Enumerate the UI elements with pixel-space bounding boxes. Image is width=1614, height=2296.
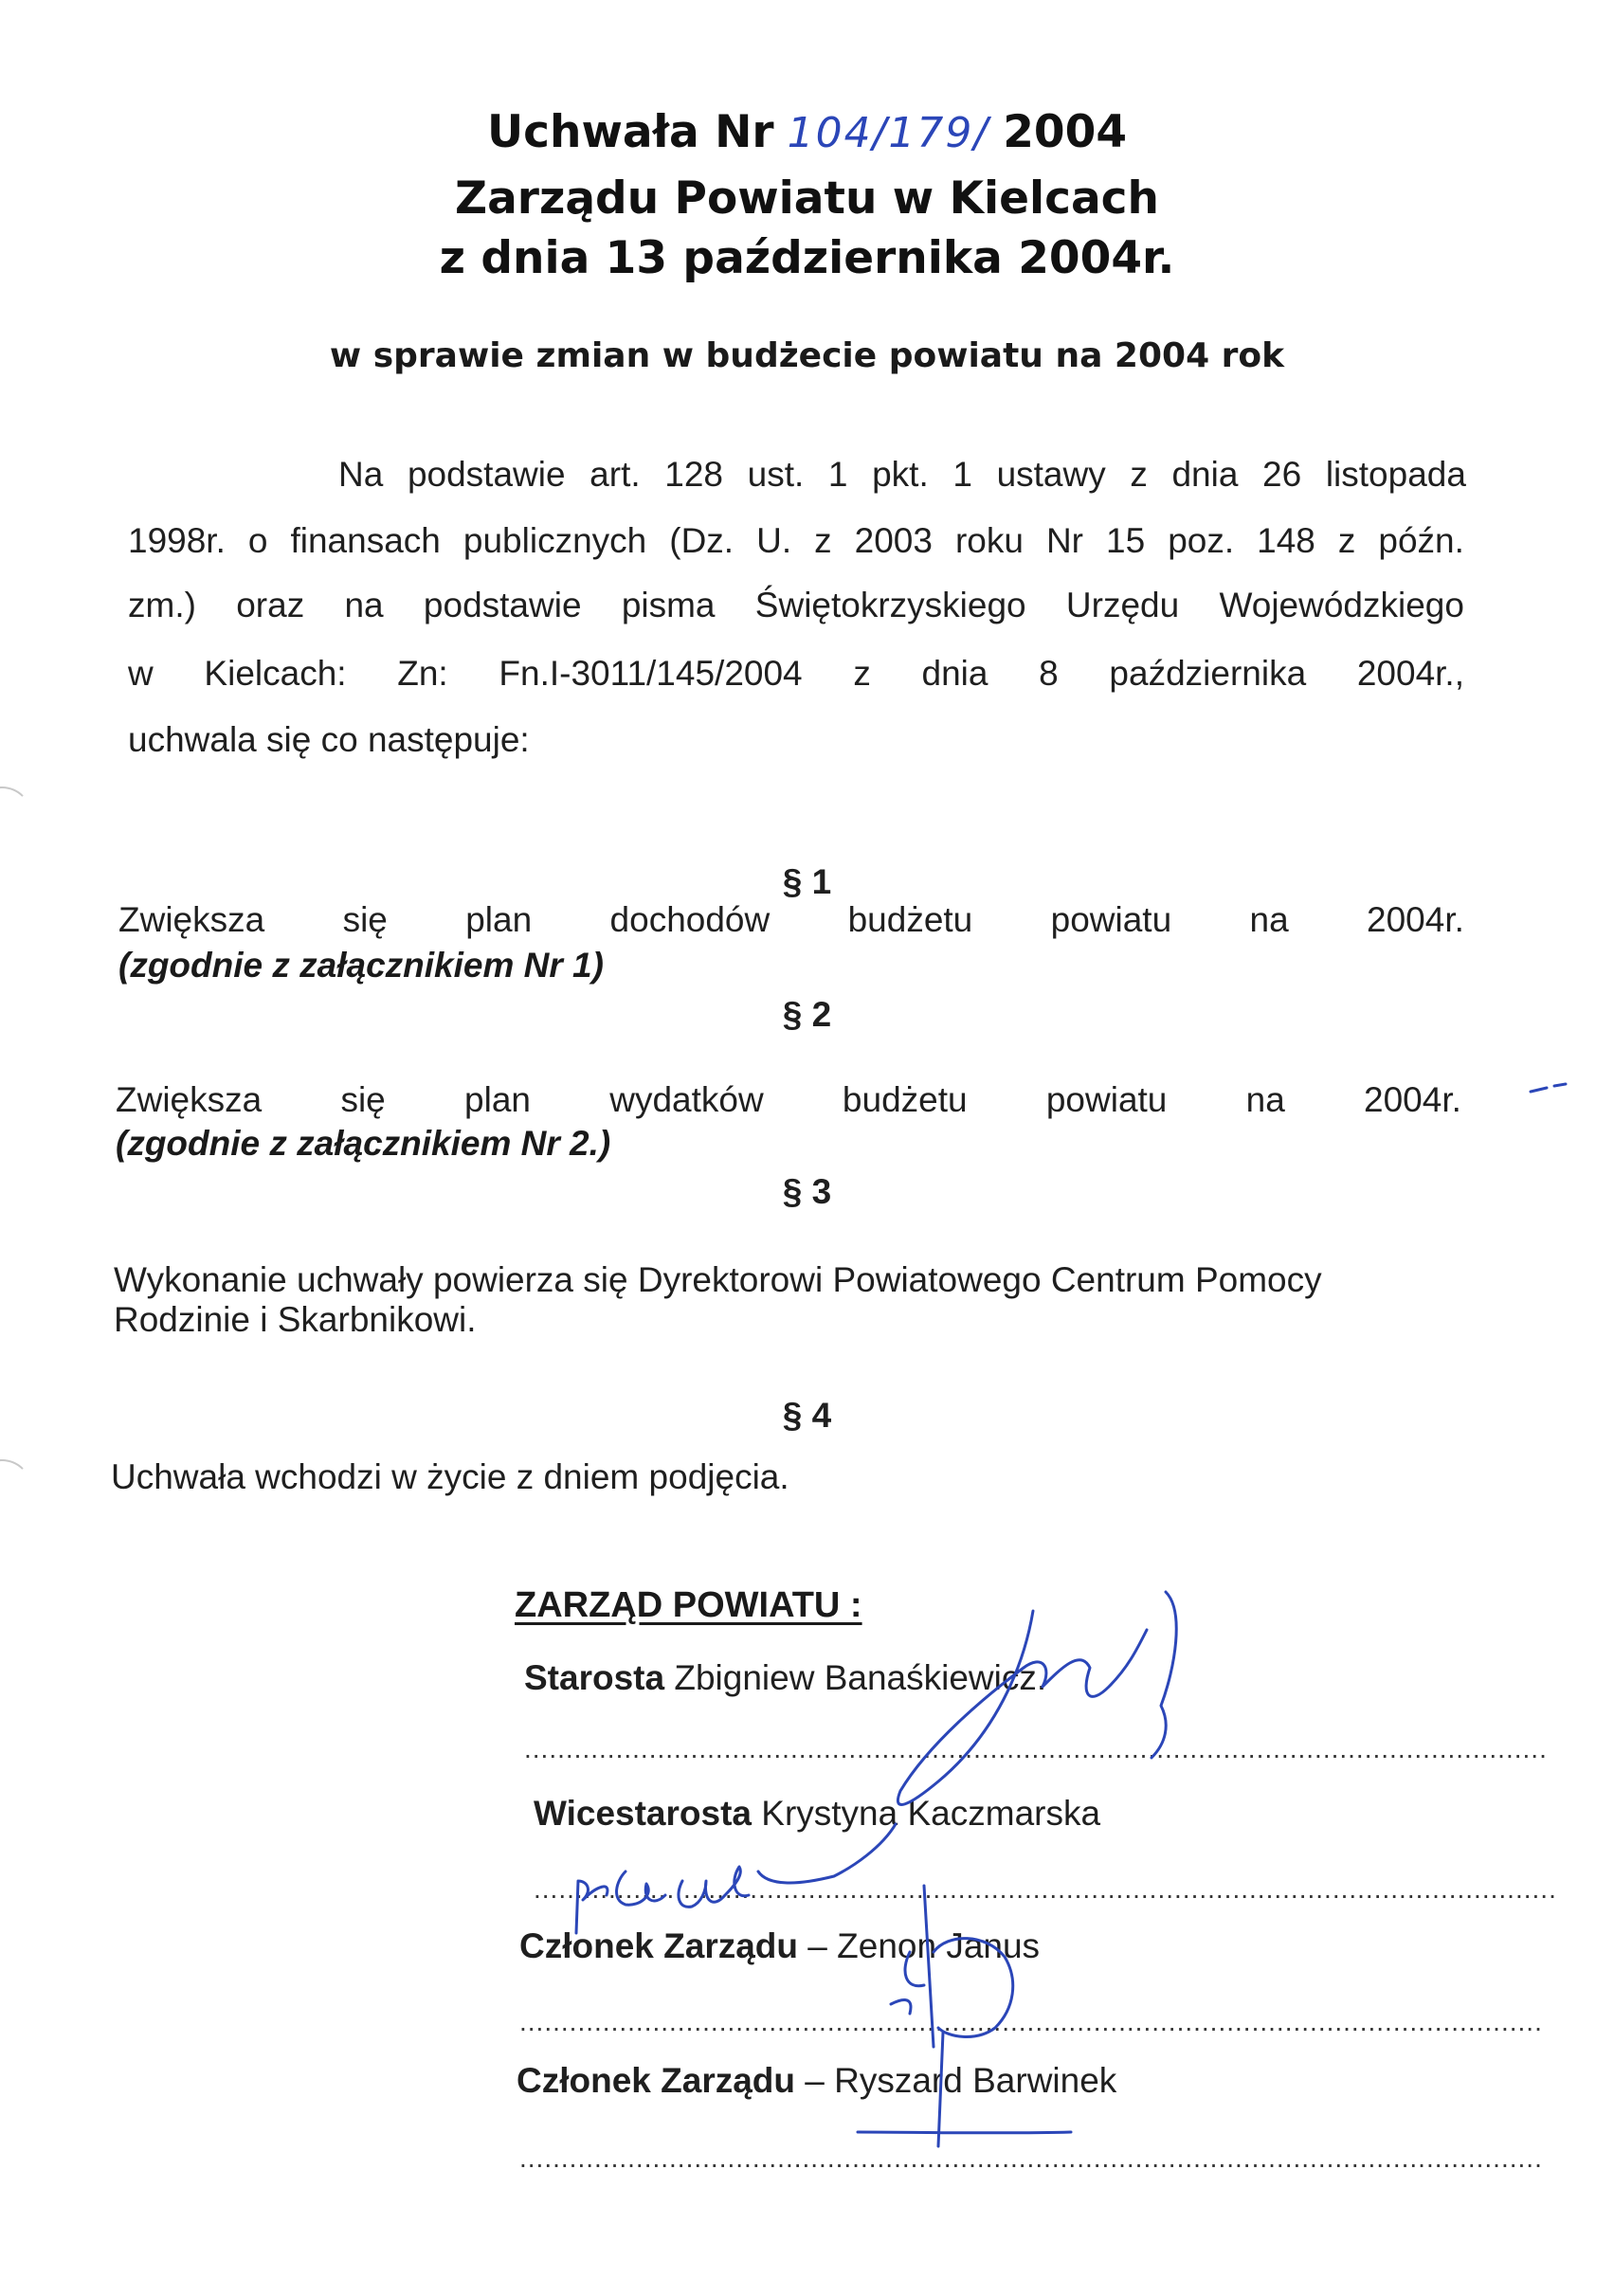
- resolution-date: z dnia 13 października 2004r.: [439, 232, 1175, 284]
- preamble-word: pkt.: [872, 455, 929, 494]
- justified-word: 8: [1039, 654, 1059, 693]
- signature-line-starosta: ...........................................................................................................................: [524, 1734, 1548, 1763]
- preamble-line-2: [128, 521, 1464, 561]
- member-czlonek-barwinek: [517, 2061, 1116, 2101]
- justified-word: o: [247, 521, 268, 560]
- board-title: ZARZĄD POWIATU :: [515, 1585, 862, 1625]
- member-czlonek-janus: [519, 1926, 1040, 1966]
- resolution-subject: w sprawie zmian w budżecie powiatu na 2004 rok: [329, 336, 1285, 375]
- justified-word: U.: [756, 521, 792, 560]
- justified-word: Fn.I-3011/145/2004: [499, 654, 803, 693]
- preamble-line-4: [128, 654, 1464, 694]
- justified-word: Nr: [1045, 521, 1083, 560]
- justified-word: plan: [464, 1080, 531, 1119]
- justified-word: 15: [1106, 521, 1146, 560]
- preamble-word: 26: [1262, 455, 1302, 494]
- signature-line-wicestarosta: ...........................................................................................................................: [534, 1874, 1557, 1904]
- member-name: – Zenon Janus: [798, 1926, 1041, 1965]
- justified-word: na: [1245, 1080, 1285, 1119]
- justified-word: na: [344, 586, 384, 624]
- resolution-title: [0, 106, 1614, 158]
- justified-word: 1998r.: [128, 521, 226, 560]
- preamble-word: art.: [589, 455, 641, 494]
- preamble-word: ust.: [747, 455, 805, 494]
- justified-word: 148: [1257, 521, 1315, 560]
- justified-word: powiatu: [1045, 1080, 1168, 1119]
- justified-word: w: [128, 654, 154, 693]
- member-name: – Ryszard Barwinek: [795, 2061, 1117, 2100]
- justified-word: podstawie: [423, 586, 582, 624]
- justified-word: Zn:: [397, 654, 448, 693]
- justified-word: publicznych: [462, 521, 647, 560]
- justified-word: Świętokrzyskiego: [754, 586, 1026, 624]
- justified-word: 2004r.: [1367, 900, 1464, 939]
- member-role: Wicestarosta: [534, 1794, 752, 1833]
- justified-word: (Dz.: [669, 521, 734, 560]
- title-year: 2004: [1003, 106, 1128, 158]
- justified-word: późn.: [1378, 521, 1464, 560]
- justified-word: Zwiększa: [118, 900, 265, 939]
- punch-hole-upper: [0, 786, 32, 847]
- member-role: Członek Zarządu: [519, 1926, 798, 1965]
- member-role: Starosta: [524, 1658, 665, 1697]
- section-2-attachment-note: (zgodnie z załącznikiem Nr 2.): [116, 1124, 611, 1163]
- member-role: Członek Zarządu: [517, 2061, 795, 2100]
- preamble-word: 1: [827, 455, 848, 494]
- justified-word: się: [342, 900, 388, 939]
- justified-word: roku: [954, 521, 1024, 560]
- preamble-word: Na: [338, 455, 384, 494]
- preamble-word: 128: [664, 455, 723, 494]
- margin-mark-icon: [1531, 1084, 1566, 1092]
- justified-word: zm.): [128, 586, 196, 624]
- justified-word: 2003: [854, 521, 933, 560]
- title-prefix: Uchwała Nr: [486, 106, 774, 158]
- signature-line-janus: ...........................................................................................................................: [519, 2007, 1543, 2036]
- justified-word: dnia: [921, 654, 988, 693]
- member-name: Krystyna Kaczmarska: [752, 1794, 1101, 1833]
- justified-word: wydatków: [609, 1080, 764, 1119]
- justified-word: z: [814, 521, 832, 560]
- preamble-word: listopada: [1325, 455, 1466, 494]
- justified-word: 2004r.: [1364, 1080, 1461, 1119]
- justified-word: dochodów: [609, 900, 771, 939]
- signature-starosta-icon: [898, 1592, 1176, 1804]
- section-1-text: [118, 900, 1464, 940]
- member-wicestarosta: [534, 1794, 1100, 1834]
- justified-word: Urzędu: [1065, 586, 1180, 624]
- justified-word: Wojewódzkiego: [1219, 586, 1464, 624]
- preamble-word: 1: [952, 455, 972, 494]
- preamble-line-5: uchwala się co następuje:: [128, 720, 530, 759]
- justified-word: 2004r.,: [1356, 654, 1464, 693]
- preamble-line-3: [128, 586, 1464, 625]
- justified-word: Kielcach:: [204, 654, 347, 693]
- justified-word: się: [340, 1080, 386, 1119]
- justified-word: budżetu: [842, 1080, 968, 1119]
- justified-word: z: [1337, 521, 1356, 560]
- handwritten-resolution-number: 104/179/: [787, 109, 990, 157]
- preamble-word: z: [1130, 455, 1148, 494]
- justified-word: poz.: [1168, 521, 1235, 560]
- justified-word: na: [1249, 900, 1289, 939]
- section-3-mark: § 3: [782, 1172, 832, 1211]
- section-1-attachment-note: (zgodnie z załącznikiem Nr 1): [118, 946, 604, 985]
- justified-word: finansach: [290, 521, 441, 560]
- justified-word: oraz: [236, 586, 305, 624]
- justified-word: Zwiększa: [116, 1080, 263, 1119]
- preamble-word: ustawy: [996, 455, 1106, 494]
- justified-word: powiatu: [1050, 900, 1172, 939]
- preamble-line-1: [338, 455, 1466, 495]
- section-1-mark: § 1: [782, 862, 832, 901]
- section-2-text: [116, 1080, 1461, 1120]
- section-2-mark: § 2: [782, 995, 832, 1034]
- section-3-line-1: Wykonanie uchwały powierza się Dyrektorowi Powiatowego Centrum Pomocy: [114, 1260, 1322, 1299]
- justified-word: pisma: [621, 586, 716, 624]
- signature-line-barwinek: ...........................................................................................................................: [519, 2143, 1543, 2173]
- preamble-word: dnia: [1171, 455, 1239, 494]
- preamble-line-1-text: [338, 455, 1466, 495]
- issuing-body: Zarządu Powiatu w Kielcach: [455, 172, 1159, 225]
- justified-word: października: [1109, 654, 1307, 693]
- justified-word: plan: [465, 900, 533, 939]
- preamble-word: podstawie: [407, 455, 566, 494]
- section-4-text: Uchwała wchodzi w życie z dniem podjęcia.: [111, 1457, 789, 1496]
- member-starosta: [524, 1658, 1046, 1698]
- justified-word: z: [853, 654, 871, 693]
- member-name: Zbigniew Banaśkiewicz.: [664, 1658, 1047, 1697]
- justified-word: budżetu: [847, 900, 973, 939]
- section-3-line-2: Rodzinie i Skarbnikowi.: [114, 1300, 477, 1339]
- section-4-mark: § 4: [782, 1396, 832, 1435]
- punch-hole-lower: [0, 1459, 32, 1520]
